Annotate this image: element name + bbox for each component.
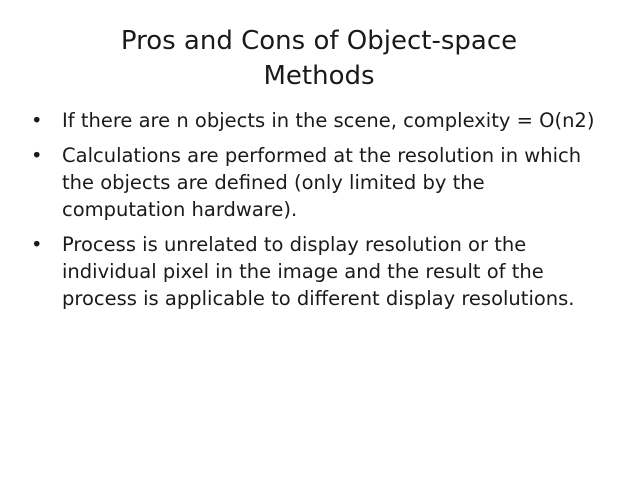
- bullet-list: [31, 107, 611, 320]
- bullet-text-2: Calculations are performed at the resolution in which the objects are defined (only limited by the computation hardware).: [62, 144, 582, 221]
- bullet-text-3: Process is unrelated to display resolution or the individual pixel in the image and the result of the process is applicable to different display resolutions.: [62, 233, 575, 310]
- slide-title-line-2: Methods: [263, 61, 375, 91]
- slide-title-line-1: Pros and Cons of Object-space: [120, 26, 518, 56]
- bullet-item-1: [31, 107, 611, 134]
- bullet-text-1: If there are n objects in the scene, complexity = O(n2): [62, 109, 595, 132]
- bullet-item-3: [31, 231, 611, 312]
- bullet-dot-icon: •: [31, 109, 43, 132]
- bullet-dot-icon: •: [31, 144, 43, 167]
- bullet-item-2: [31, 142, 611, 223]
- bullet-dot-icon: •: [31, 233, 43, 256]
- slide-title: [60, 24, 578, 94]
